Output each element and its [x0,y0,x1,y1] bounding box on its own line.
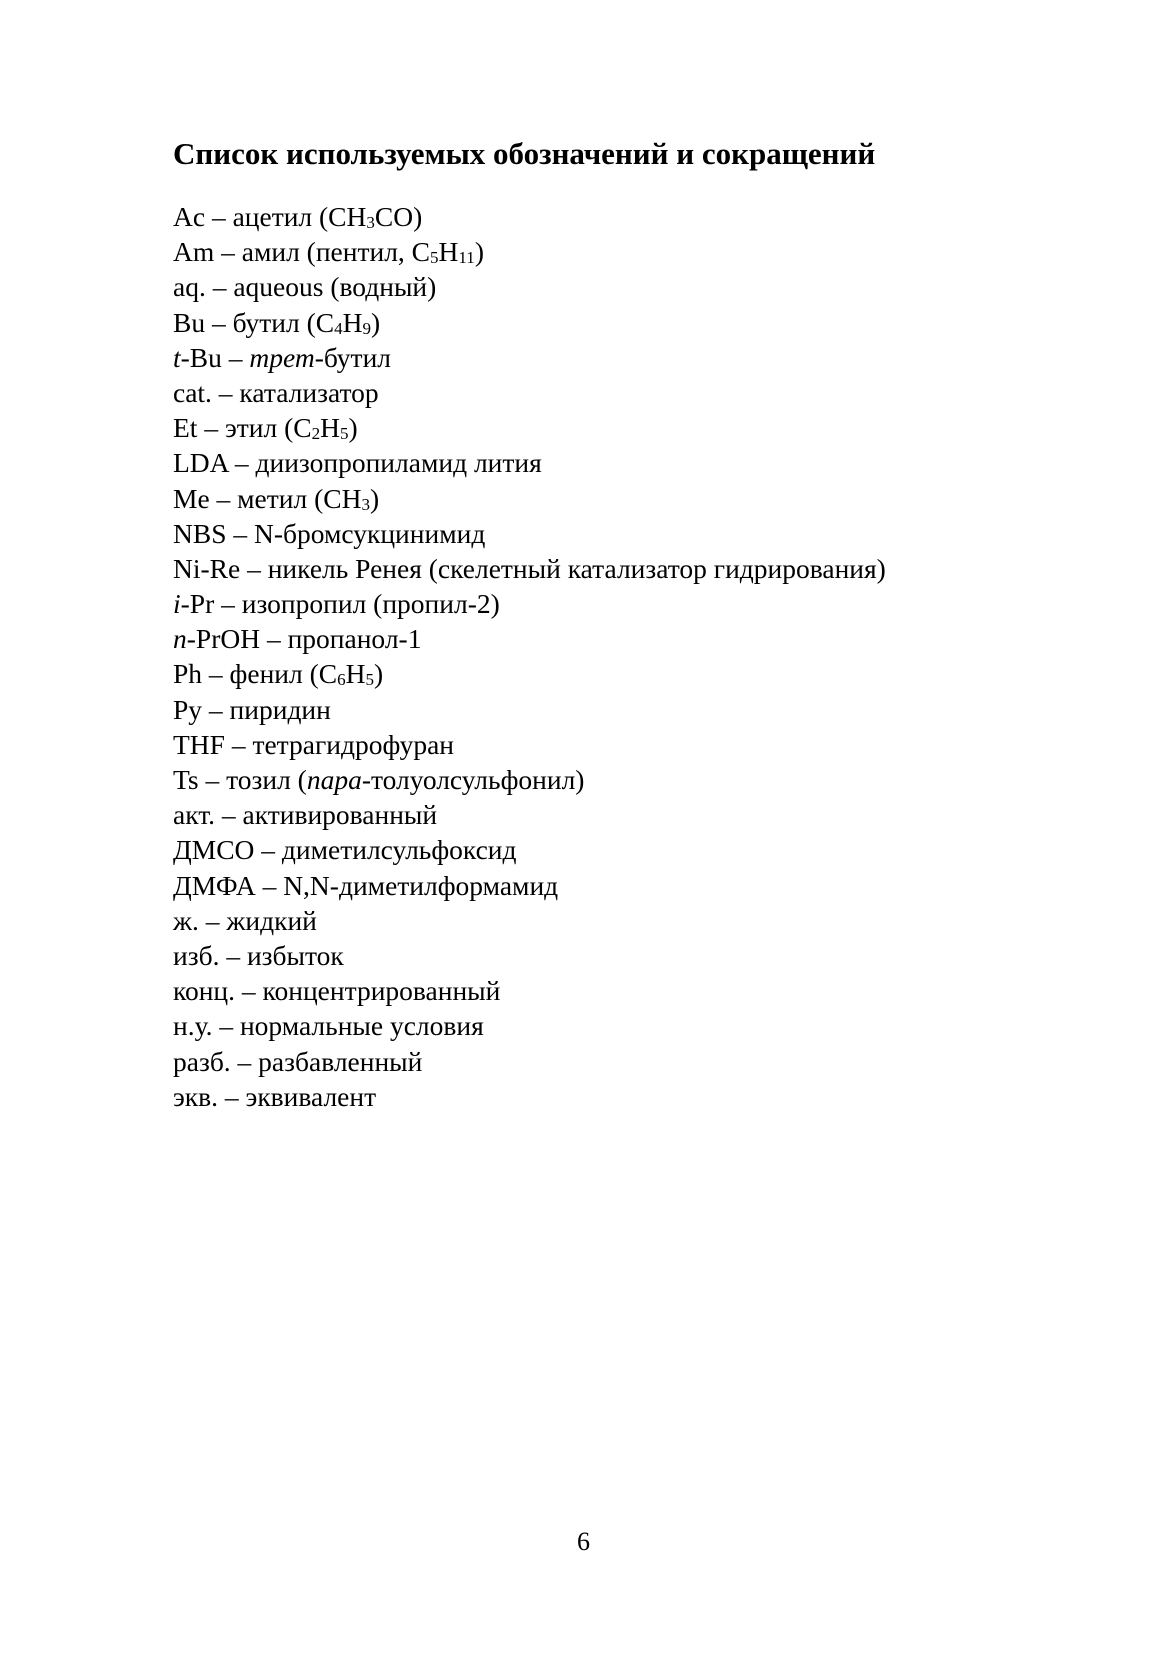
item-text: конц. – концентрированный [173,975,501,1007]
abbreviation-item [173,656,886,691]
subscript-text: 2 [311,424,321,444]
item-text: изб. – избыток [173,939,344,971]
item-text: -Pr – изопропил (пропил-2) [180,588,500,620]
abbreviation-item [173,1008,886,1043]
item-text: H [438,236,459,268]
item-text: -Bu – [180,341,250,373]
abbreviation-item [173,516,886,551]
abbreviation-item [173,410,886,445]
item-text: H [342,306,363,338]
item-text: ДМФА – N,N-диметилформамид [173,869,559,901]
item-text: Me – метил (CH [173,482,362,514]
abbreviation-item [173,305,886,340]
italic-text: трет [249,341,315,373]
item-text: ж. – жидкий [173,904,317,936]
abbreviation-item [173,868,886,903]
item-text: H [320,412,340,444]
abbreviation-item [173,973,886,1008]
italic-text: i [173,588,181,620]
italic-text: пара [306,764,362,795]
abbreviation-item [173,762,886,797]
abbreviation-item [173,797,886,832]
item-text: -бутил [314,341,392,373]
abbreviation-item [173,1044,886,1079]
subscript-text: 3 [361,494,370,514]
abbreviation-item [173,445,886,480]
item-text: NBS – N-бромсукцинимид [173,517,486,549]
abbreviation-item [173,199,886,234]
item-text: Et – этил (C [173,412,312,444]
item-text: THF – тетрагидрофуран [173,728,455,760]
item-text: акт. – активированный [173,799,438,831]
item-text: Ac – ацетил (CH [173,201,367,232]
item-text: ) [348,412,358,444]
abbreviation-item [173,551,886,586]
item-text: Am – амил (пентил, C [173,236,431,268]
item-text: -толуолсульфонил) [361,764,585,795]
abbreviation-item [173,340,886,375]
subscript-text: 5 [365,670,375,690]
item-text: н.у. – нормальные условия [173,1010,484,1042]
item-text: CO) [374,201,423,232]
item-text: Ni-Re – никель Ренея (скелетный катализатор гидрирования) [173,552,886,584]
subscript-text: 5 [339,424,349,444]
abbreviation-item [173,938,886,973]
abbreviation-item [173,234,886,269]
abbreviation-item [173,1079,886,1114]
abbreviation-item [173,586,886,621]
abbreviation-list [173,199,886,1114]
item-text: cat. – катализатор [173,376,379,408]
abbreviation-item [173,692,886,727]
subscript-text: 5 [430,248,439,268]
page-title: Список используемых обозначений и сокращений [173,136,876,171]
item-text: Bu – бутил (C [173,306,335,338]
item-text: Py – пиридин [173,693,331,725]
item-text: ) [371,306,381,338]
item-text: экв. – эквивалент [173,1080,377,1112]
page-number: 6 [577,1527,590,1556]
item-text: Ts – тозил ( [173,764,307,795]
subscript-text: 3 [366,213,375,233]
abbreviation-item [173,832,886,867]
subscript-text: 6 [337,670,346,690]
abbreviation-item [173,621,886,656]
subscript-text: 11 [458,248,475,268]
item-text: ) [369,482,380,514]
item-text: LDA – диизопропиламид лития [173,447,542,479]
abbreviation-item [173,481,886,516]
subscript-text: 4 [334,318,343,338]
abbreviation-item [173,903,886,938]
abbreviation-item [173,269,886,304]
item-text: -PrOH – пропанол-1 [186,623,422,655]
item-text: разб. – разбавленный [173,1045,423,1077]
italic-text: t [173,341,181,373]
item-text: ) [474,236,484,268]
item-text: aq. – aqueous (водный) [173,271,437,303]
abbreviation-item [173,375,886,410]
abbreviation-item [173,727,886,762]
item-text: Ph – фенил (C [173,658,338,690]
subscript-text: 9 [362,318,372,338]
item-text: ДМСО – диметилсульфоксид [173,834,517,866]
item-text: H [345,658,366,690]
italic-text: n [173,623,187,655]
item-text: ) [374,658,384,690]
